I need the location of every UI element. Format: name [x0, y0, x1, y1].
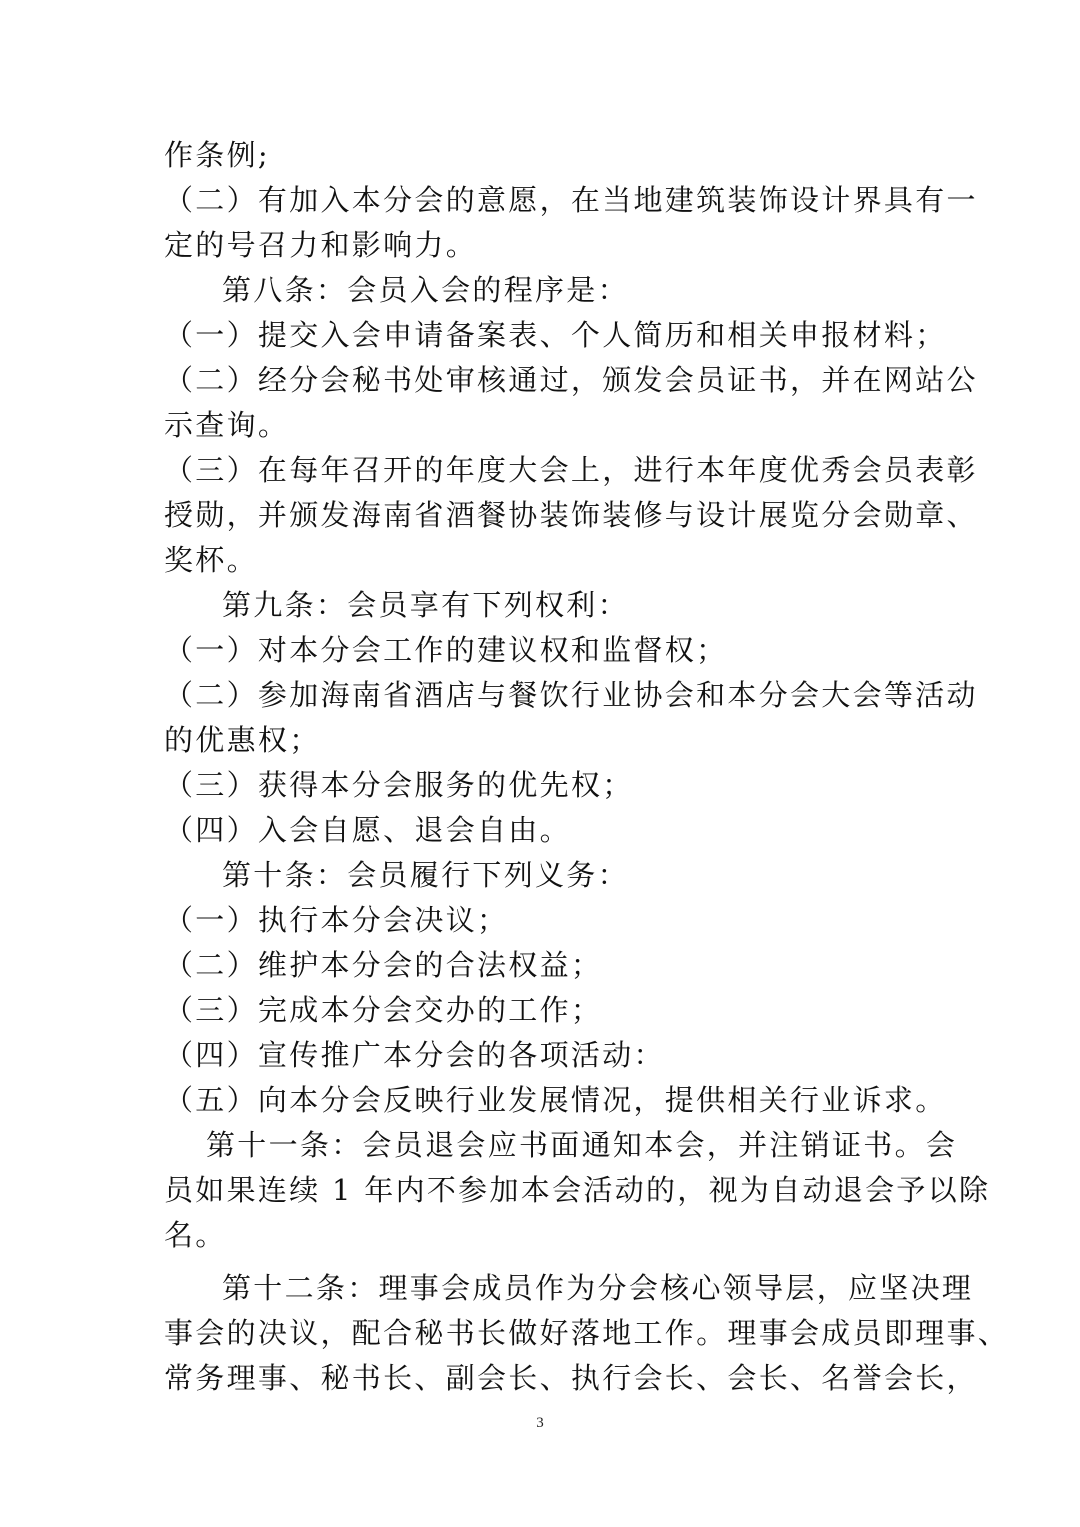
text-line: 常务理事、秘书长、副会长、执行会长、会长、名誉会长， [164, 1361, 978, 1395]
text-line: （一）对本分会工作的建议权和监督权； [164, 633, 728, 667]
text-line: （一）执行本分会决议； [164, 903, 509, 937]
text-line: 事会的决议，配合秘书长做好落地工作。理事会成员即理事、 [164, 1316, 1010, 1350]
text-line: 授勋，并颁发海南省酒餐协装饰装修与设计展览分会勋章、 [164, 498, 978, 532]
text-line: 定的号召力和影响力。 [164, 228, 478, 262]
text-line: （二）维护本分会的合法权益； [164, 948, 603, 982]
article-heading-9: 第九条：会员享有下列权利： [222, 588, 629, 622]
text-line: （五）向本分会反映行业发展情况，提供相关行业诉求。 [164, 1083, 947, 1117]
text-line: 的优惠权； [164, 723, 321, 757]
text-line: （一）提交入会申请备案表、个人简历和相关申报材料； [164, 318, 947, 352]
text-line: （三）完成本分会交办的工作； [164, 993, 603, 1027]
article-heading-12: 第十二条：理事会成员作为分会核心领导层，应坚决理 [222, 1271, 974, 1305]
text-line: （三）在每年召开的年度大会上，进行本年度优秀会员表彰 [164, 453, 978, 487]
article-heading-11: 第十一条：会员退会应书面通知本会，并注销证书。会 [206, 1128, 958, 1162]
text-line: （二）参加海南省酒店与餐饮行业协会和本分会大会等活动 [164, 678, 978, 712]
text-line: 示查询。 [164, 408, 290, 442]
text-line: （二）经分会秘书处审核通过，颁发会员证书，并在网站公 [164, 363, 978, 397]
page-number: 3 [536, 1415, 544, 1431]
text-line: 名。 [164, 1218, 227, 1252]
text-line: 奖杯。 [164, 543, 258, 577]
text-line: （三）获得本分会服务的优先权； [164, 768, 634, 802]
text-line: 员如果连续 1 年内不参加本会活动的，视为自动退会予以除 [164, 1173, 991, 1207]
text-line: 作条例; [164, 138, 270, 172]
article-heading-10: 第十条：会员履行下列义务： [222, 858, 629, 892]
text-line: （四）宣传推广本分会的各项活动： [164, 1038, 665, 1072]
text-line: （四）入会自愿、退会自由。 [164, 813, 571, 847]
article-heading-8: 第八条：会员入会的程序是： [222, 273, 629, 307]
text-line: （二）有加入本分会的意愿，在当地建筑装饰设计界具有一 [164, 183, 978, 217]
